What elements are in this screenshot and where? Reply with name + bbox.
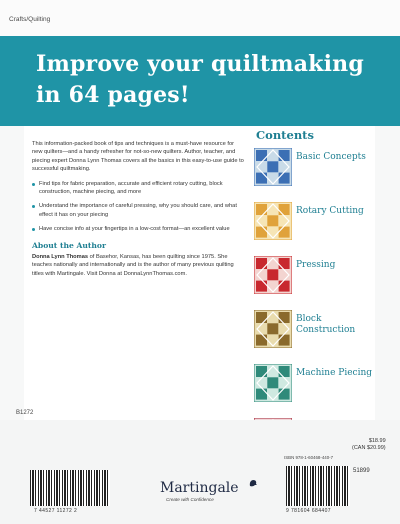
feature-text: Have concise info at your fingertips in a low-cost format—an excellent value	[39, 226, 230, 233]
price-block	[352, 438, 386, 452]
isbn-barcode	[286, 466, 350, 506]
sku-code: B1272	[16, 410, 34, 416]
contents-item-label: Pressing	[296, 260, 336, 270]
feature-list	[32, 180, 246, 234]
contents-item-label: Machine Piecing	[296, 368, 373, 378]
price-us: $18.99	[368, 438, 386, 444]
feature-item	[32, 180, 246, 197]
quilt-block-icon	[254, 310, 292, 348]
contents-heading: Contents	[256, 128, 314, 142]
publisher-logo	[160, 480, 260, 508]
author-name: Donna Lynn Thomas	[32, 254, 89, 261]
quilt-block-icon	[254, 256, 292, 294]
contents-item	[254, 364, 379, 404]
quilt-block-icon	[254, 364, 292, 402]
bullet-icon	[32, 183, 35, 186]
feature-item	[32, 202, 246, 219]
contents-item-label: Basic Concepts	[296, 152, 366, 162]
contents-item-label: Rotary Cutting	[296, 206, 364, 216]
contents-item	[254, 148, 379, 188]
contents-item-label: Block Construction	[296, 314, 356, 335]
quilt-block-icon	[254, 148, 292, 186]
headline: Improve your quiltmaking in 64 pages!	[36, 51, 364, 108]
about-text: of Basehor, Kansas, has been quilting since 1975. She teaches nationally and internationally and is the author of many previous quilting titles with Martingale. Visit Donna at DonnaLynnThomas.com.	[32, 254, 234, 277]
bullet-icon	[32, 205, 35, 208]
feature-text: Understand the importance of careful pressing, why you should care, and what effect it has on your piecing	[39, 203, 237, 218]
headline-banner	[0, 36, 400, 126]
category-label: Crafts/Quilting	[9, 16, 51, 23]
price-can: (CAN $20.99)	[352, 445, 386, 451]
quilt-block-icon	[254, 202, 292, 240]
upc-barcode	[30, 470, 110, 506]
feature-text: Find tips for fabric preparation, accurate and efficient rotary cutting, block construction, machine piecing, and more	[39, 180, 223, 196]
isbn-number: 9 781604 684407	[286, 508, 331, 514]
publisher-name: Martingale	[160, 480, 239, 496]
publisher-tagline: Create with Confidence	[166, 497, 214, 502]
bullet-icon	[32, 228, 35, 231]
bird-icon	[248, 478, 258, 488]
contents-item	[254, 310, 379, 350]
contents-item	[254, 256, 379, 296]
description-column	[32, 140, 246, 284]
feature-item	[32, 225, 246, 233]
upc-number: 7 44527 11272 2	[34, 508, 78, 514]
about-paragraph	[32, 253, 246, 278]
price-code: 51899	[353, 468, 370, 474]
intro-paragraph: This information-packed book of tips and techniques is a must-have resource for new quilters—and a handy refresher for not-so-new quilters. Author, teacher, and piecing expert Donna Lynn Thomas covers all the basics in this easy-to-use guide to successful quiltmaking.	[32, 141, 244, 173]
about-heading: About the Author	[32, 240, 106, 250]
isbn: ISBN 978-1-60468-440-7	[284, 455, 334, 460]
contents-item	[254, 202, 379, 242]
